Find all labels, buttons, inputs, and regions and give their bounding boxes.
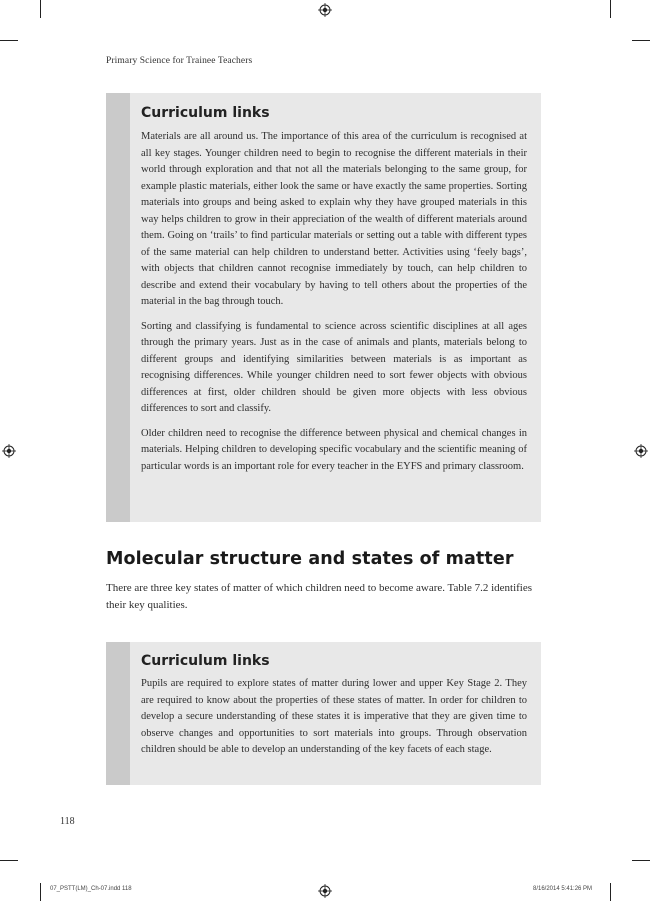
crop-mark (610, 883, 611, 901)
crop-mark (0, 860, 18, 861)
box-paragraph: Materials are all around us. The importance of this area of the curriculum is recognised at all key stages. Younger children need to begin to recognise the different materials in their world through exploration and that not all the materials belonging to the same group, for example plastic materials, either look the same or have exactly the same properties. Sorting materials into groups and being asked to explain why they have grouped materials in this way helps children to grow in their appreciation of the wealth of different materials around them. Going on ‘trails’ to find particular materials or setting out a table with different types of the same material can help children to understand better. Activities using ‘feely bags’, with objects that children cannot recognise immediately by touch, can help children to describe and extend their vocabulary by having to tell others about the properties of the material in the bag through touch. (141, 131, 527, 307)
curriculum-links-box (106, 93, 541, 522)
box-title: Curriculum links (141, 653, 270, 669)
box-title: Curriculum links (141, 105, 270, 121)
crop-mark (40, 883, 41, 901)
box-paragraph: Pupils are required to explore states of matter during lower and upper Key Stage 2. They are required to know about the properties of these states of matter. In order for children to develop a secure understanding of these states it is imperative that they are given time to observe changes and opportunities to sort materials into groups. Through observation children should be able to develop an understanding of the key facets of each stage. (141, 678, 527, 755)
curriculum-links-box (106, 642, 541, 785)
box-paragraph: Sorting and classifying is fundamental to science across scientific disciplines at all ages through the primary years. Just as in the case of animals and plants, materials belong to different groups and identifying similarities between materials is as important as recognising differences. While younger children need to sort fewer objects with obvious differences at first, older children should be given more objects with less obvious differences to sort and classify. (141, 320, 527, 414)
registration-mark-icon (318, 884, 332, 898)
crop-mark (0, 40, 18, 41)
registration-mark-icon (2, 444, 16, 458)
box-paragraph: Older children need to recognise the difference between physical and chemical changes in materials. Helping children to developing specific vocabulary and the scientific meaning of particular words is an important role for every teacher in the EYFS and primary classroom. (141, 427, 527, 472)
page-number: 118 (60, 816, 75, 827)
crop-mark (40, 0, 41, 18)
crop-mark (632, 860, 650, 861)
slug-file: 07_PSTT(LM)_Ch-07.indd 118 (50, 886, 132, 892)
crop-mark (632, 40, 650, 41)
crop-mark (610, 0, 611, 18)
slug-timestamp: 8/16/2014 5:41:26 PM (533, 886, 593, 892)
registration-mark-icon (318, 3, 332, 17)
running-head: Primary Science for Trainee Teachers (106, 56, 253, 66)
section-paragraph: There are three key states of matter of which children need to become aware. Table 7.2 identifies their key qualities. (106, 582, 533, 611)
section-heading: Molecular structure and states of matter (106, 549, 514, 569)
registration-mark-icon (634, 444, 648, 458)
